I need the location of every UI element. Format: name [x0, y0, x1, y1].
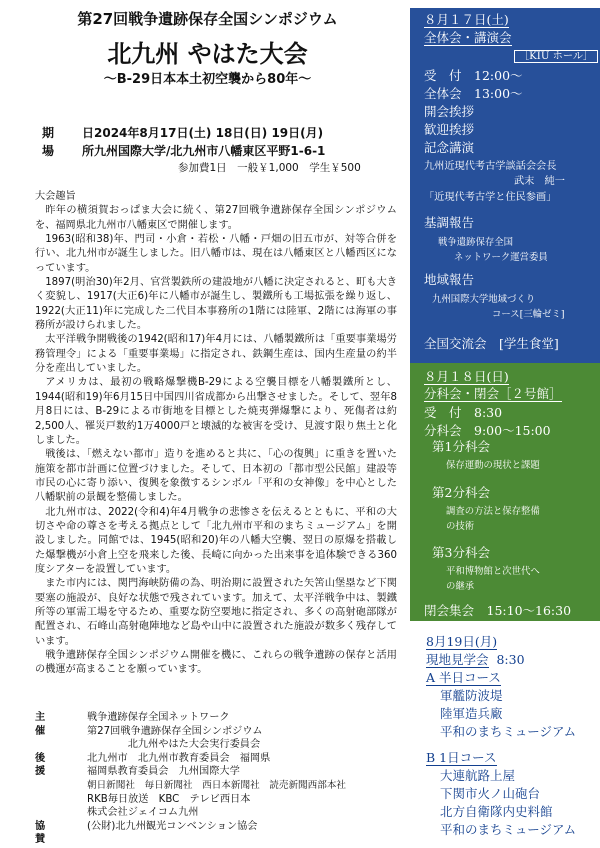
day1-reception: 受 付 12:00～	[424, 68, 523, 83]
day1-keynote-org: ネットワーク運営委員	[454, 252, 548, 263]
paragraph: 1963(昭和38)年、門司・小倉・若松・八幡・戸畑の旧五市が、対等合併を行い、北九州市が誕生しました。旧八幡市は、現在は八幡東区と八幡西区になっています。	[35, 234, 397, 274]
paragraph: 昨年の横須賀おっぱま大会に続く、第27回戦争遺跡保存全国シンポジウムを、福岡県北九州市八幡東区で開催します。	[35, 205, 397, 231]
date-value: 2024年8月17日(土) 18日(日) 19日(月)	[94, 126, 324, 140]
breakout1-title: 第1分科会	[432, 439, 490, 454]
tagline: ～B-29日本本土初空襲から80年～	[103, 72, 312, 87]
organizer-row	[35, 711, 415, 752]
day1-regional-title: 地域報告	[424, 272, 475, 287]
breakout2-topic: の技術	[446, 521, 475, 532]
organizer-line: 第27回戦争遺跡保存全国シンポジウム	[87, 725, 263, 737]
place-row	[42, 142, 325, 159]
supporter-label: 後 援	[35, 752, 72, 778]
courseA-stop: 陸軍造兵廠	[440, 706, 503, 721]
breakout2-title: 第2分科会	[432, 485, 490, 500]
day1-regional-org: コース[三輪ゼミ]	[492, 309, 565, 320]
page-title: 北九州 やはた大会	[107, 40, 308, 68]
breakout3-title: 第3分科会	[432, 545, 490, 560]
courseB-title: B 1日コース	[426, 750, 497, 765]
supporter-row	[35, 752, 415, 820]
supporter-line: 福岡県教育委員会 九州国際大学	[87, 766, 240, 778]
day1-lecturer-name: 武末 純一	[514, 176, 565, 187]
day1-lecture-title: 「近現代考古学と住民参画」	[424, 192, 557, 203]
day3-tour-time: 8:30	[496, 652, 525, 667]
supporter-line: RKB毎日放送 KBC テレビ西日本	[87, 793, 251, 805]
paragraph: 太平洋戦争開戦後の1942(昭和17)年4月には、八幡製鐵所は「重要事業場労務管理令」による「重要事業場」に指定され、鉄鋼生産は、国内生産量の約半分を産出していました。	[35, 334, 397, 375]
day1-welcome: 歓迎挨拶	[424, 122, 475, 137]
courseB-stop: 北方自衛隊内史料館	[440, 804, 553, 819]
day1-regional-org: 九州国際大学地域づくり	[432, 294, 536, 305]
organizer-line: 戦争遺跡保存全国ネットワーク	[87, 712, 230, 723]
breakout3-topic: の継承	[446, 581, 475, 592]
breakout3-topic: 平和博物館と次世代へ	[446, 566, 540, 577]
paragraph: 1897(明治30)年2月、官営製鉄所の建設地が八幡に決定されると、町も大きく変貌し、1917(大正6)年に八幡市が誕生し、製鐵所も工場拡張を繰り返し、1922(大正11)年に完成した二代目本事務所の1階には陸軍、2階には海軍の事務所が設けられました。	[35, 277, 397, 332]
date-row	[42, 124, 323, 141]
symposium-subtitle: 第27回戦争遺跡保存全国シンポジウム	[77, 10, 338, 28]
courseB-stop: 平和のまちミュージアム	[440, 822, 577, 837]
sponsor-line: (公財)北九州観光コンベンション協会	[87, 820, 258, 832]
organizer-line: 北九州やはた大会実行委員会	[87, 739, 261, 751]
day1-lecture: 記念講演	[424, 140, 475, 155]
supporter-line: 北九州市 北九州市教育委員会 福岡県	[87, 752, 271, 764]
day2-date: ８月１８日(日)	[424, 369, 509, 384]
courseA-title: A 半日コース	[426, 670, 501, 685]
courseA-stop: 軍艦防波堤	[440, 688, 503, 703]
date-label: 期 日	[42, 126, 103, 140]
day1-panel	[410, 8, 600, 363]
day3-tour: 現地見学会	[426, 652, 489, 667]
breakout1-topic: 保存運動の現状と課題	[446, 460, 540, 471]
courseB-stop: 大連航路上屋	[440, 768, 516, 783]
day1-opening: 開会挨拶	[424, 104, 475, 119]
day1-date: ８月１７日(土)	[424, 12, 509, 27]
breakout2-topic: 調査の方法と保存整備	[446, 506, 540, 517]
day1-keynote-title: 基調報告	[424, 215, 475, 230]
day2-closing: 閉会集会 15:10～16:30	[424, 603, 572, 618]
day3-panel	[410, 628, 600, 848]
paragraph: アメリカは、最初の戦略爆撃機B-29による空襲目標を八幡製鐵所とし、1944(昭和19)年6月15日中国四川省成都から出撃させました。そして、翌年8月8日には、B-29による市街地を目標とした焼夷弾爆撃により、死傷者は約2,500人、罹災戸数約1万4000戸と壊滅的な被害を受け、見渡す限り焦土と化しました。	[35, 377, 397, 446]
paragraph: 戦後は、「燃えない都市」造りを進めると共に、「心の復興」に重きを置いた施策を都市計画に位置づけました。そして、日本初の「都市型公民館」建設等市民の心に寄り添い、復興を象徴するシンボル「平和の女神像」を中心とした八幡駅前の景観を整備しました。	[35, 449, 397, 504]
sponsor-row	[35, 820, 415, 847]
day3-date: 8月19日(月)	[426, 634, 498, 649]
day1-lecturer-org: 九州近現代考古学談話会会長	[424, 161, 557, 172]
paragraph: 北九州市は、2022(令和4)年4月戦争の悲惨さを伝えるとともに、平和の大切さや命の尊さを考える拠点として「北九州市平和のまちミュージアム」を開設しました。同館では、1945(昭和20)年の八幡大空襲、翌日の原爆を搭載した爆撃機が小倉上空を飛来した後、長崎に向かった出来事を追体験できる360度シアターを設置しています。	[35, 506, 397, 575]
courseB-stop: 下関市火ノ山砲台	[440, 786, 541, 801]
purpose-heading: 大会趣旨	[35, 191, 76, 202]
day1-exchange: 全国交流会 [学生食堂]	[424, 336, 559, 351]
day1-venue: ［KIU ホール］	[514, 50, 598, 63]
credits	[35, 711, 415, 847]
paragraph: 戦争遺跡保存全国シンポジウム開催を機に、これらの戦争遺跡の保存と活用の機運が高まることを願っています。	[35, 650, 397, 676]
day2-panel	[410, 363, 600, 621]
supporter-line: 朝日新聞社 毎日新聞社 西日本新聞社 読売新聞西部本社	[87, 779, 347, 791]
place-label: 場 所	[42, 144, 103, 158]
organizer-label: 主 催	[35, 712, 72, 737]
supporter-line: 株式会社ジェイコム九州	[87, 807, 199, 819]
day1-session: 全体会・講演会	[424, 30, 512, 45]
day1-keynote-org: 戦争遺跡保存全国	[438, 237, 514, 248]
purpose-section	[35, 190, 397, 678]
sponsor-label: 協 賛	[35, 820, 72, 846]
place-value: 九州国際大学/北九州市八幡東区平野1-6-1	[94, 144, 326, 158]
paragraph: また市内には、関門海峡防備の為、明治期に設置された矢筈山堡塁など下関要塞の施設が、良好な状態で残されています。加えて、太平洋戦争中は、製鐵所等の軍需工場を守るため、重要な防空要地に指定され、多くの高射砲部隊が配置され、石峰山高射砲陣地など島や山中に設置された施設が数多く残存しています。	[35, 578, 397, 647]
fee-info: 参加費1日 一般￥1,000 学生￥500	[178, 162, 361, 174]
day2-session: 分科会・閉会［２号館］	[424, 386, 562, 401]
day2-reception: 受 付 8:30	[424, 405, 503, 420]
day1-plenary: 全体会 13:00～	[424, 86, 523, 101]
courseA-stop: 平和のまちミュージアム	[440, 724, 577, 739]
day2-breakout: 分科会 9:00～15:00	[424, 423, 551, 438]
